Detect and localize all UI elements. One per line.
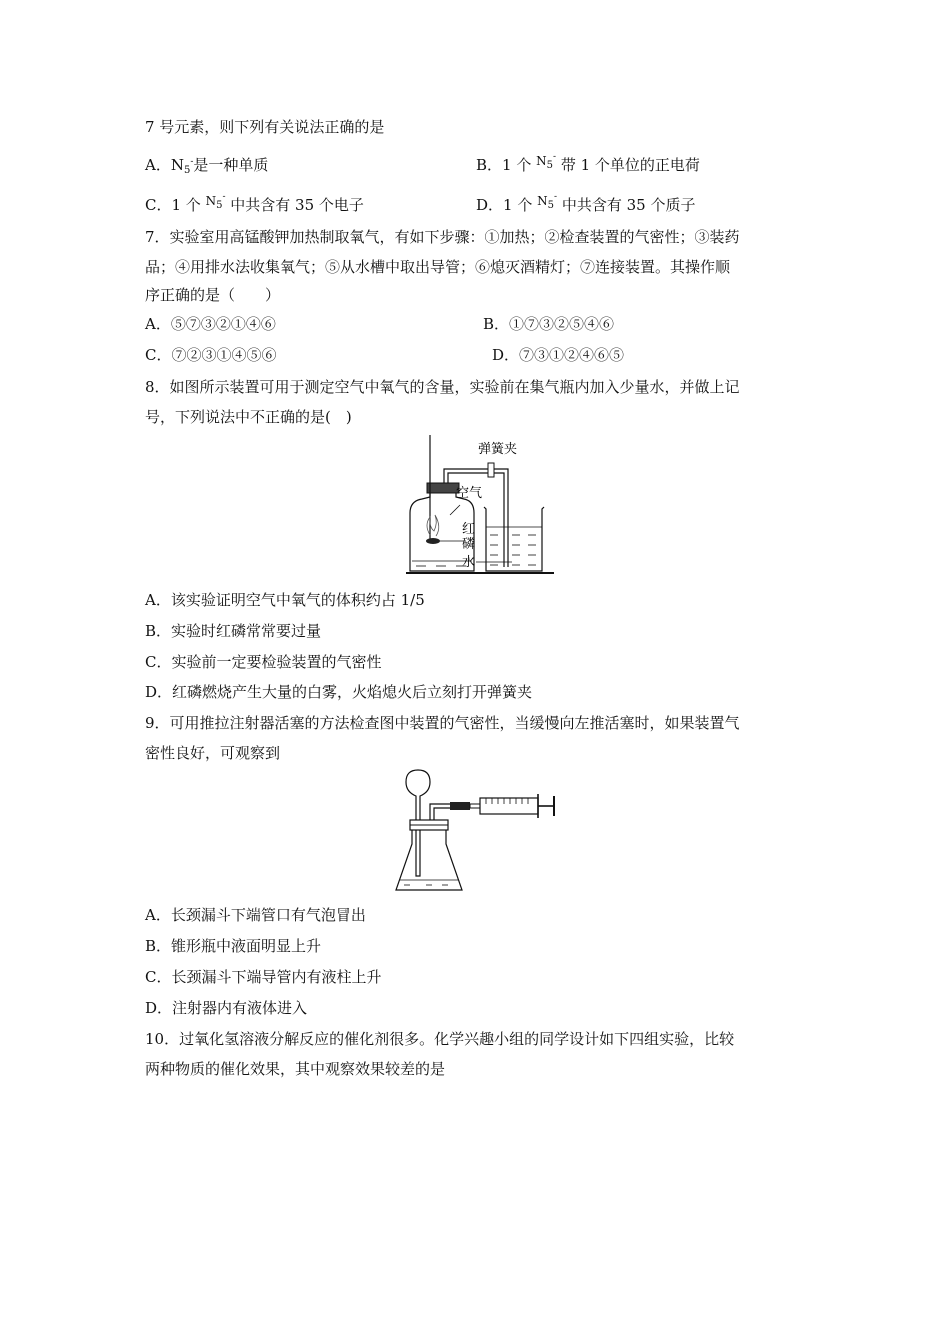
q8-option-a: A．该实验证明空气中氧气的体积约占 1/5 (145, 591, 425, 609)
q6-option-b-head: B．1 个 (476, 156, 532, 174)
q8-option-b: B．实验时红磷常常要过量 (145, 622, 322, 640)
q6-option-a-sup: - (190, 157, 194, 167)
q9-stem-line2: 密性良好，可观察到 (145, 744, 281, 762)
q6-option-c-tail: 中共含有 35 个电子 (230, 196, 364, 214)
water-hatching (490, 535, 536, 565)
q6-option-c-head: C．1 个 (145, 196, 201, 214)
ion-formula: $N_5^-$ (536, 152, 557, 171)
red-phosphorus (426, 538, 440, 544)
q10-stem-line2: 两种物质的催化效果，其中观察效果较差的是 (145, 1060, 446, 1078)
q8-option-c: C．实验前一定要检验装置的气密性 (145, 653, 382, 671)
q9-stem-line1: 9．可用推拉注射器活塞的方法检查图中装置的气密性，当缓慢向左推活塞时，如果装置气 (145, 714, 740, 732)
q7-stem-line1: 7．实验室用高锰酸钾加热制取氧气，有如下步骤：①加热；②检查装置的气密性；③装药 (145, 228, 740, 246)
q6-option-b (476, 152, 700, 181)
label-air: 空气 (456, 486, 483, 501)
ion-formula: $N_5^-$ (537, 192, 558, 211)
q7-stem-line3: 序正确的是（ ） (145, 286, 281, 304)
q6-stem-tail: 7 号元素，则下列有关说法正确的是 (145, 118, 385, 136)
q6-option-d (476, 192, 695, 221)
q9-option-d: D．注射器内有液体进入 (145, 999, 308, 1017)
label-red: 红 (462, 522, 476, 537)
q8-stem-line1: 8．如图所示装置可用于测定空气中氧气的含量，实验前在集气瓶内加入少量水，并做上记 (145, 378, 740, 396)
q6-option-a (145, 152, 268, 181)
q6-option-b-tail: 带 1 个单位的正电荷 (560, 156, 700, 174)
q10-stem-line1: 10．过氧化氢溶液分解反应的催化剂很多。化学兴趣小组的同学设计如下四组实验，比较 (145, 1030, 735, 1048)
q6-option-c (145, 192, 364, 221)
q6-option-a-tail: 是一种单质 (193, 156, 269, 174)
q7-stem-line2: 品；④用排水法收集氧气；⑤从水槽中取出导管；⑥熄灭酒精灯；⑦连接装置。其操作顺 (145, 258, 731, 276)
q7-option-a: A．⑤⑦③②①④⑥ (145, 315, 276, 333)
beaker (484, 507, 544, 571)
ion-formula: $N_5^-$ (205, 192, 226, 211)
spring-clamp (488, 463, 494, 477)
conical-flask (396, 826, 462, 890)
side-tube (430, 804, 452, 820)
oxygen-content-apparatus-figure (400, 435, 560, 577)
q7-option-b: B．①⑦③②⑤④⑥ (483, 315, 615, 333)
air-leader-line (450, 505, 460, 515)
q9-option-b: B．锥形瓶中液面明显上升 (145, 937, 322, 955)
syringe-barrel (480, 798, 538, 814)
q8-stem-line2: 号，下列说法中不正确的是( ) (145, 408, 352, 426)
q6-option-a-sub: 5 (183, 165, 191, 176)
q9-option-a: A．长颈漏斗下端管口有气泡冒出 (145, 906, 366, 924)
rubber-tube (450, 802, 470, 810)
q7-option-d: D．⑦③①②④⑥⑤ (492, 346, 625, 364)
q6-option-d-head: D．1 个 (476, 196, 533, 214)
syringe-tip (470, 804, 480, 808)
q6-option-a-head: A．N (145, 156, 184, 174)
q7-option-c: C．⑦②③①④⑤⑥ (145, 346, 277, 364)
q6-option-d-tail: 中共含有 35 个质子 (561, 196, 696, 214)
airtightness-check-figure (390, 768, 560, 896)
label-phosphorus: 磷 (462, 537, 476, 552)
q8-option-d: D．红磷燃烧产生大量的白雾，火焰熄火后立刻打开弹簧夹 (145, 683, 533, 701)
flame-icon (427, 515, 439, 536)
label-spring-clamp: 弹簧夹 (478, 442, 518, 457)
label-water: 水 (462, 555, 476, 570)
rubber-stopper (427, 483, 459, 493)
q9-option-c: C．长颈漏斗下端导管内有液柱上升 (145, 968, 382, 986)
